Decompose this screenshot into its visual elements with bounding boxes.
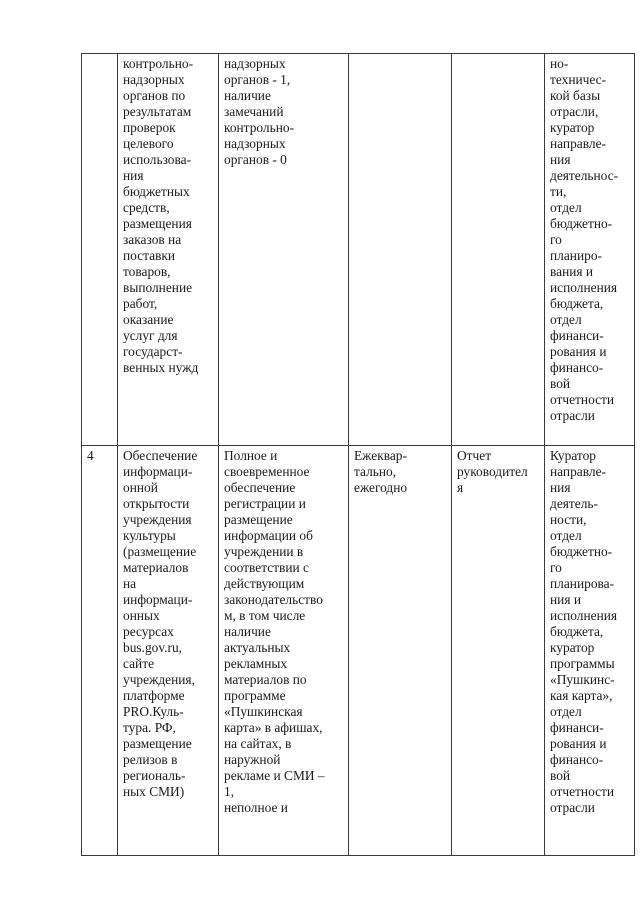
responsible-cell: но- техничес- кой базы отрасли, куратор направле- ния деятельнос- ти, отдел бюджетно- го планиро- вания и исполнения бюджета, отдел финанси- рования и финансо- вой отчетности отрасли [545, 54, 635, 446]
criteria-cell: надзорных органов - 1, наличие замечаний контрольно- надзорных органов - 0 [219, 54, 349, 446]
table-row [82, 54, 635, 446]
indicator-cell: контрольно- надзорных органов по результатам проверок целевого использова- ния бюджетных средств, размещения заказов на поставки товаров, выполнение работ, оказание услуг для государст- венных нужд [118, 54, 219, 446]
indicator-cell: Обеспечение информаци- онной открытости учреждения культуры (размещение материалов на информаци- онных ресурсах bus.gov.ru, сайте учреждения, платформе PRO.Куль- тура. РФ, размещение релизов в региональ- ных СМИ) [118, 446, 219, 856]
periodicity-cell [349, 54, 452, 446]
reporting-cell: Отчет руководител я [452, 446, 545, 856]
criteria-cell: Полное и своевременное обеспечение регистрации и размещение информации об учреждении в соответствии с действующим законодательство м, в том числе наличие актуальных рекламных материалов по программе «Пушкинская карта» в афишах, на сайтах, в наружной рекламе и СМИ – 1, неполное и [219, 446, 349, 856]
row-number-cell: 4 [82, 446, 118, 856]
indicators-table [81, 53, 635, 856]
periodicity-cell: Ежеквар- тально, ежегодно [349, 446, 452, 856]
table-row [82, 446, 635, 856]
reporting-cell [452, 54, 545, 446]
row-number-cell [82, 54, 118, 446]
responsible-cell: Куратор направле- ния деятель- ности, отдел бюджетно- го планирова- ния и исполнения бюджета, куратор программы «Пушкинс- кая карта», отдел финанси- рования и финансо- вой отчетности отрасли [545, 446, 635, 856]
